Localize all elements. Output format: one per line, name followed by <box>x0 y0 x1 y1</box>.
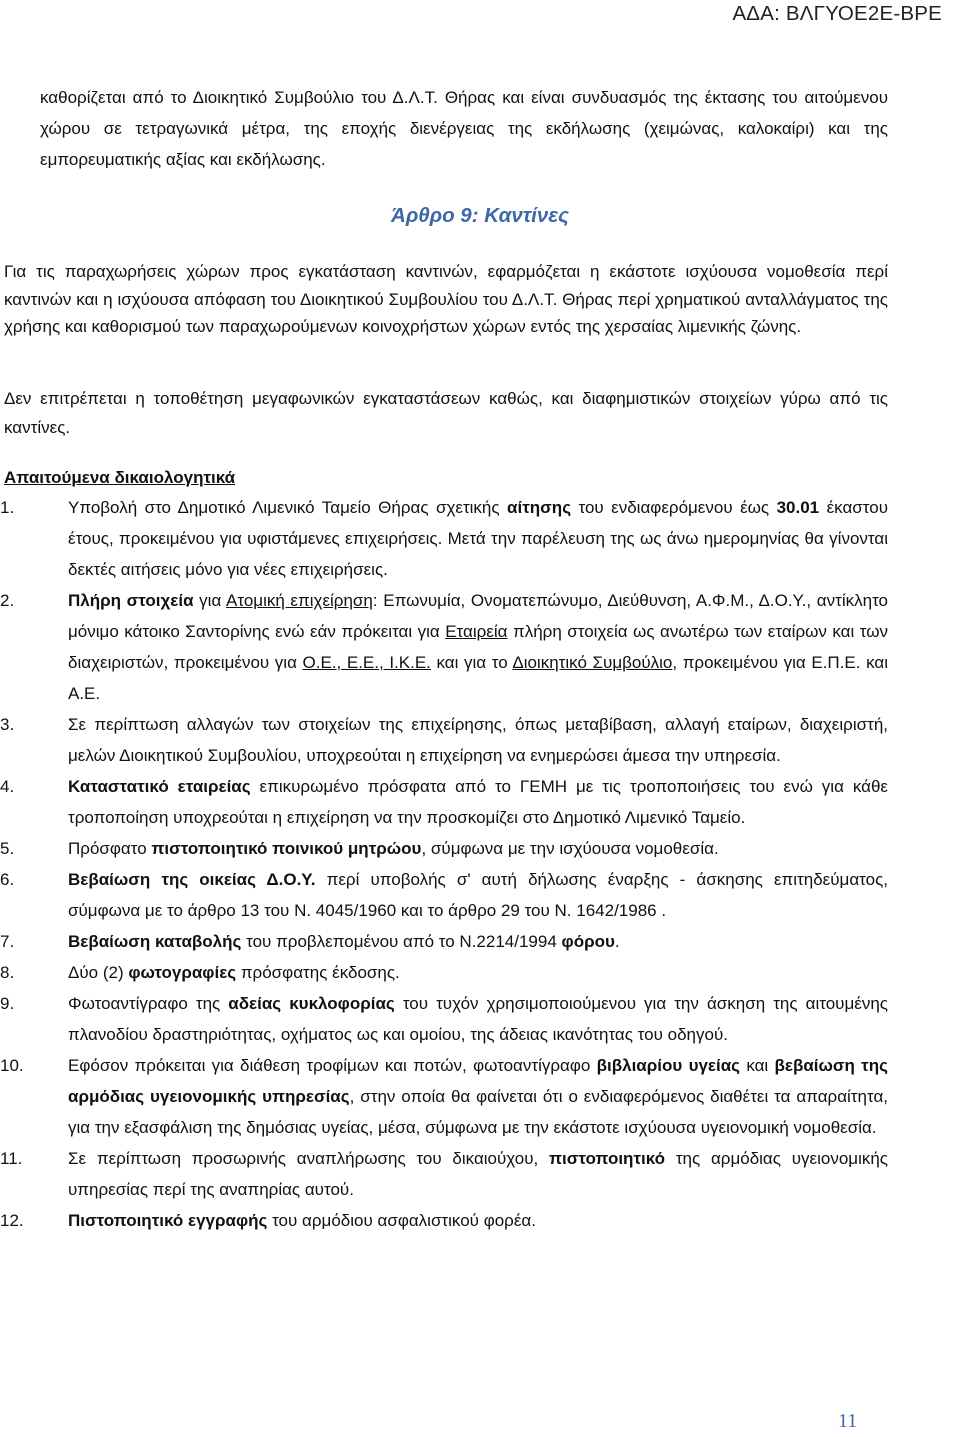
list-item-number: 9. <box>0 994 15 1013</box>
list-item-text: Εφόσον πρόκειται για διάθεση τροφίμων και ποτών, φωτοαντίγραφο <box>68 1056 597 1075</box>
list-item-text: πρόσφατης έκδοσης. <box>236 963 400 982</box>
list-item-text: Υποβολή στο Δημοτικό Λιμενικό Ταμείο Θήρας σχετικής <box>68 498 508 517</box>
list-item-text: Ατομική επιχείρηση <box>226 591 373 610</box>
list-item-text: πιστοποιητικό ποινικού μητρώου <box>151 839 422 858</box>
kantines-paragraph-1: Για τις παραχωρήσεις χώρων προς εγκατάσταση καντινών, εφαρμόζεται η εκάστοτε ισχύουσα νομοθεσία περί καντινών και η ισχύουσα απόφαση του Διοικητικού Συμβουλίου του Δ.Λ.Τ. Θήρας περί χρηματικού ανταλλάγματος της χρήσης και καθορισμού των παραχωρούμενων κοινοχρήστων χώρων εντός της χερσαίας λιμενικής ζώνης. <box>4 262 888 337</box>
list-item <box>0 709 888 771</box>
list-item-text: αίτησης <box>507 498 572 517</box>
list-item-text: φωτογραφίες <box>128 963 237 982</box>
list-item-number: 8. <box>0 963 15 982</box>
list-item-text: Βεβαίωση της οικείας Δ.Ο.Υ. <box>68 870 316 889</box>
list-item-number: 1. <box>0 498 15 517</box>
article-title: Άρθρο 9: Καντίνες <box>391 204 569 227</box>
list-item-text: Καταστατικό εταιρείας <box>68 777 251 796</box>
list-item-text: , σύμφωνα με την ισχύουσα νομοθεσία. <box>421 839 719 858</box>
list-item-text: και για το <box>430 653 513 672</box>
list-item-text: βεβαίωση της αρμόδιας υγειονομικής υπηρεσίας <box>68 1056 888 1106</box>
list-item-text: και <box>740 1056 775 1075</box>
list-item <box>0 1143 888 1205</box>
list-item <box>0 864 888 926</box>
page-number: 11 <box>838 1410 858 1432</box>
list-item-text: για <box>193 591 226 610</box>
requirements-list <box>0 492 960 1236</box>
kantines-paragraph-2: Δεν επιτρέπεται η τοποθέτηση μεγαφωνικών εγκαταστάσεων καθώς, και διαφημιστικών στοιχείων γύρω από τις καντίνες. <box>4 389 888 437</box>
list-item-text: Ο.Ε., Ε.Ε., Ι.Κ.Ε. <box>302 653 431 672</box>
list-item-text: του ενδιαφερόμενου έως <box>571 498 777 517</box>
list-item-text: φόρου <box>561 932 615 951</box>
list-item-number: 12. <box>0 1211 24 1230</box>
list-item-text: Φωτοαντίγραφο της <box>68 994 229 1013</box>
ada-code: ΑΔΑ: ΒΛΓΥΟΕ2Ε-ΒΡΕ <box>732 2 942 25</box>
list-item-text: πλήρη στοιχεία ως ανωτέρω των εταίρων και των διαχειριστών, προκειμένου για <box>68 622 888 672</box>
list-item-text: Βεβαίωση καταβολής <box>68 932 242 951</box>
list-item-number: 10. <box>0 1056 24 1075</box>
list-item-text: του προβλεπομένου από το Ν.2214/1994 <box>241 932 562 951</box>
list-item-text: της αρμόδιας υγειονομικής υπηρεσίας περί της αναπηρίας αυτού. <box>68 1149 888 1199</box>
list-item-text: Πρόσφατο <box>68 839 152 858</box>
list-item-number: 11. <box>0 1149 23 1168</box>
list-item <box>0 988 888 1050</box>
list-item-text: αδείας κυκλοφορίας <box>228 994 395 1013</box>
list-item <box>0 492 888 585</box>
list-item-text: Εταιρεία <box>445 622 508 641</box>
list-item-text: Σε περίπτωση αλλαγών των στοιχείων της επιχείρησης, όπως μεταβίβαση, αλλαγή εταίρων, διαχειριστή, μελών Διοικητικού Συμβουλίου, υποχρεούται η επιχείρηση να ενημερώσει άμεσα την υπηρεσία. <box>68 715 888 765</box>
list-item-text: περί υποβολής σ' αυτή δήλωσης έναρξης - άσκησης επιτηδεύματος, σύμφωνα με το άρθρο 13 του Ν. 4045/1960 και το άρθρο 29 του Ν. 1642/1986 . <box>68 870 889 920</box>
list-item-text: βιβλιαρίου υγείας <box>596 1056 741 1075</box>
list-item <box>0 957 888 988</box>
list-item-text: Πλήρη στοιχεία <box>68 591 194 610</box>
list-item-text: του αρμόδιου ασφαλιστικού φορέα. <box>267 1211 536 1230</box>
list-item <box>0 926 888 957</box>
list-item-number: 4. <box>0 777 15 796</box>
list-item-text: . <box>614 932 620 951</box>
list-item <box>0 585 888 709</box>
list-item-number: 3. <box>0 715 15 734</box>
list-item-text: επικυρωμένο πρόσφατα από το ΓΕΜΗ με τις τροποποιήσεις του ενώ για κάθε τροποποίηση υποχρεούται η επιχείρηση να την προσκομίζει στο Δημοτικό Λιμενικό Ταμείο. <box>68 777 889 827</box>
list-item <box>0 1050 888 1143</box>
list-item <box>0 771 888 833</box>
list-item-number: 7. <box>0 932 15 951</box>
list-item-text: Δύο (2) <box>68 963 129 982</box>
list-item-number: 2. <box>0 591 15 610</box>
list-item-text: Πιστοποιητικό εγγραφής <box>68 1211 268 1230</box>
requirements-heading: Απαιτούμενα δικαιολογητικά <box>4 468 236 487</box>
list-item-text: Διοικητικό Συμβούλιο <box>512 653 673 672</box>
list-item-number: 5. <box>0 839 15 858</box>
intro-paragraph: καθορίζεται από το Διοικητικό Συμβούλιο του Δ.Λ.Τ. Θήρας και είναι συνδυασμός της έκτασης του αιτούμενου χώρου σε τετραγωνικά μέτρα, της εποχής διενέργειας της εκδήλωσης (χειμώνας, καλοκαίρι) και της εμπορευματικής αξίας και εκδήλωσης. <box>40 88 888 169</box>
list-item <box>0 833 888 864</box>
list-item-text: Σε περίπτωση προσωρινής αναπλήρωσης του δικαιούχου, <box>68 1149 550 1168</box>
list-item-text: 30.01 <box>776 498 820 517</box>
list-item-text: , στην οποία θα φαίνεται ότι ο ενδιαφερόμενος διαθέτει τα απαραίτητα, για την εξασφάλιση της δημόσιας υγείας, μέσα, σύμφωνα με την εκάστοτε ισχύουσα υγειονομική νομοθεσία. <box>68 1087 888 1137</box>
list-item-text: πιστοποιητικό <box>549 1149 666 1168</box>
list-item-text: , προκειμένου για Ε.Π.Ε. και Α.Ε. <box>68 653 888 703</box>
list-item-number: 6. <box>0 870 15 889</box>
list-item-text: του τυχόν χρησιμοποιούμενου για την άσκηση της αιτουμένης πλανοδίου δραστηριότητας, οχήματος ως και ομοίου, της άδειας ικανότητας του οδηγού. <box>68 994 888 1044</box>
list-item <box>0 1205 888 1236</box>
list-item-text: : Επωνυμία, Ονοματεπώνυμο, Διεύθυνση, Α.Φ.Μ., Δ.Ο.Υ., αντίκλητο μόνιμο κάτοικο Σαντορίνης ενώ εάν πρόκειται για <box>68 591 888 641</box>
list-item-text: έκαστου έτους, προκειμένου για υφιστάμενες επιχειρήσεις. Μετά την παρέλευση της ως άνω ημερομηνίας θα γίνονται δεκτές αιτήσεις μόνο για νέες επιχειρήσεις. <box>68 498 888 579</box>
